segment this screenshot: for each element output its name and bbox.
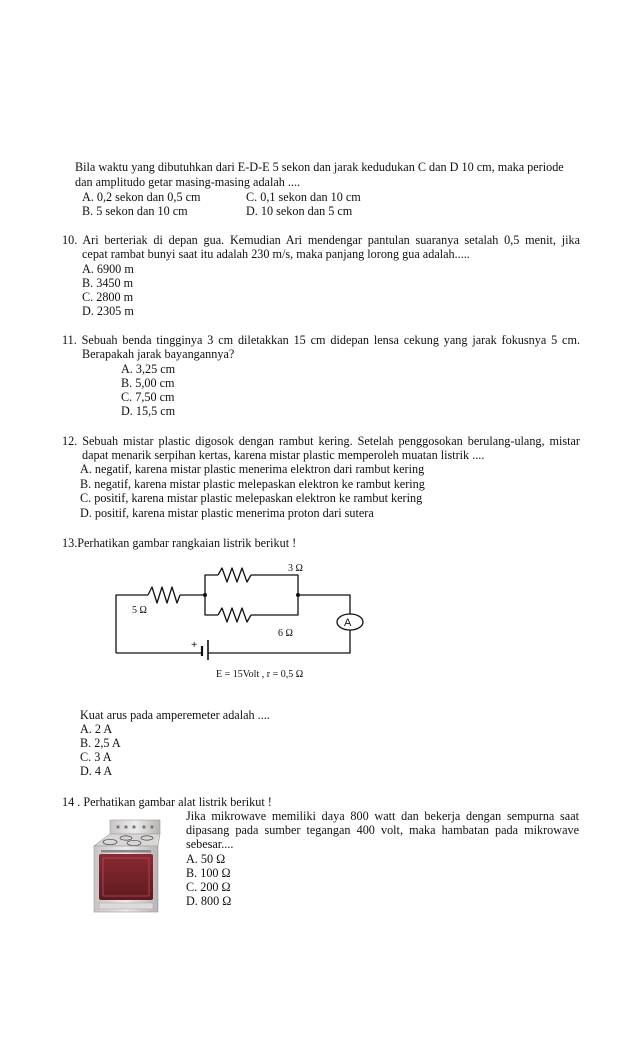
q12-option-d: D. positif, karena mistar plastic menerima proton dari sutera: [80, 506, 374, 520]
wire-to-ammeter: [298, 595, 350, 614]
q10-option-b: B. 3450 m: [82, 276, 134, 290]
resistor-6-ohm: [218, 608, 251, 622]
q11-option-d: D. 15,5 cm: [121, 404, 176, 418]
label-ammeter: A: [344, 617, 352, 629]
q11-option-a: A. 3,25 cm: [121, 362, 176, 376]
q9-option-a: A. 0,2 sekon dan 0,5 cm: [82, 190, 201, 204]
q14-option-b: B. 100 Ω: [186, 866, 231, 880]
q13-intro: 13.Perhatikan gambar rangkaian listrik berikut !: [62, 536, 297, 550]
q14-line-1: Jika mikrowave memiliki daya 800 watt dan bekerja dengan sempurna saat: [186, 809, 579, 823]
q9-line-1: Bila waktu yang dibutuhkan dari E-D-E 5 sekon dan jarak kedudukan C dan D 10 cm, maka periode: [75, 160, 564, 174]
q9-line-2: dan amplitudo getar masing-masing adalah ....: [75, 175, 301, 189]
resistor-3-ohm: [218, 568, 251, 582]
q13-option-b: B. 2,5 A: [80, 736, 121, 750]
wire-branch-top-right: [251, 575, 298, 595]
label-3-ohm: 3 Ω: [288, 563, 303, 574]
q10-option-c: C. 2800 m: [82, 290, 134, 304]
q10-option-d: D. 2305 m: [82, 304, 134, 318]
resistor-5-ohm: [148, 587, 180, 603]
q9-option-c: C. 0,1 sekon dan 10 cm: [246, 190, 361, 204]
q10-line-2: cepat rambat bunyi saat itu adalah 230 m/s, maka panjang lorong gua adalah.....: [82, 247, 470, 261]
q12-line-2: dapat menarik serpihan kertas, karena mistar plastic memperoleh muatan listrik ....: [82, 448, 485, 462]
q10-line-1: 10. Ari berteriak di depan gua. Kemudian Ari mendengar pantulan suaranya setalah 0,5 menit, jika: [62, 233, 580, 247]
circuit-diagram: [110, 560, 380, 685]
q11-option-b: B. 5,00 cm: [121, 376, 175, 390]
label-5-ohm: 5 Ω: [132, 605, 147, 616]
q9-option-d: D. 10 sekon dan 5 cm: [246, 204, 353, 218]
q14-option-c: C. 200 Ω: [186, 880, 231, 894]
junction-right: [296, 593, 300, 597]
q12-option-c: C. positif, karena mistar plastic melepaskan elektron ke rambut kering: [80, 491, 423, 505]
electric-stove-image: [88, 816, 166, 916]
q13-option-a: A. 2 A: [80, 722, 113, 736]
junction-left: [203, 593, 207, 597]
q14-option-a: A. 50 Ω: [186, 852, 226, 866]
q11-option-c: C. 7,50 cm: [121, 390, 175, 404]
q14-line-3: sebesar....: [186, 837, 234, 851]
q13-option-c: C. 3 A: [80, 750, 112, 764]
wire-branch-bottom-right: [251, 595, 298, 615]
label-battery-plus: +: [191, 639, 198, 651]
q13-option-d: D. 4 A: [80, 764, 113, 778]
q14-intro: 14 . Perhatikan gambar alat listrik berikut !: [62, 795, 272, 809]
q14-line-2: dipasang pada sumber tegangan 400 volt, maka hambatan pada mikrowave: [186, 823, 579, 837]
q12-option-b: B. negatif, karena mistar plastic melepaskan elektron ke rambut kering: [80, 477, 425, 491]
q10-option-a: A. 6900 m: [82, 262, 134, 276]
q12-line-1: 12. Sebuah mistar plastic digosok dengan rambut kering. Setelah penggosokan berulang-ulang, mistar: [62, 434, 580, 448]
circuit-caption: E = 15Volt , r = 0,5 Ω: [216, 669, 304, 680]
q14-option-d: D. 800 Ω: [186, 894, 232, 908]
wire-left: [116, 595, 148, 653]
q11-line-2: Berapakah jarak bayangannya?: [82, 347, 235, 361]
q11-line-1: 11. Sebuah benda tingginya 3 cm diletakkan 15 cm didepan lensa cekung yang jarak fokusnya 5 cm.: [62, 333, 580, 347]
q9-option-b: B. 5 sekon dan 10 cm: [82, 204, 188, 218]
q12-option-a: A. negatif, karena mistar plastic menerima elektron dari rambut kering: [80, 462, 425, 476]
wire-branch-top-left: [205, 575, 218, 595]
label-6-ohm: 6 Ω: [278, 628, 293, 639]
q13-question: Kuat arus pada amperemeter adalah ....: [80, 708, 270, 722]
wire-branch-bottom-left: [205, 595, 218, 615]
